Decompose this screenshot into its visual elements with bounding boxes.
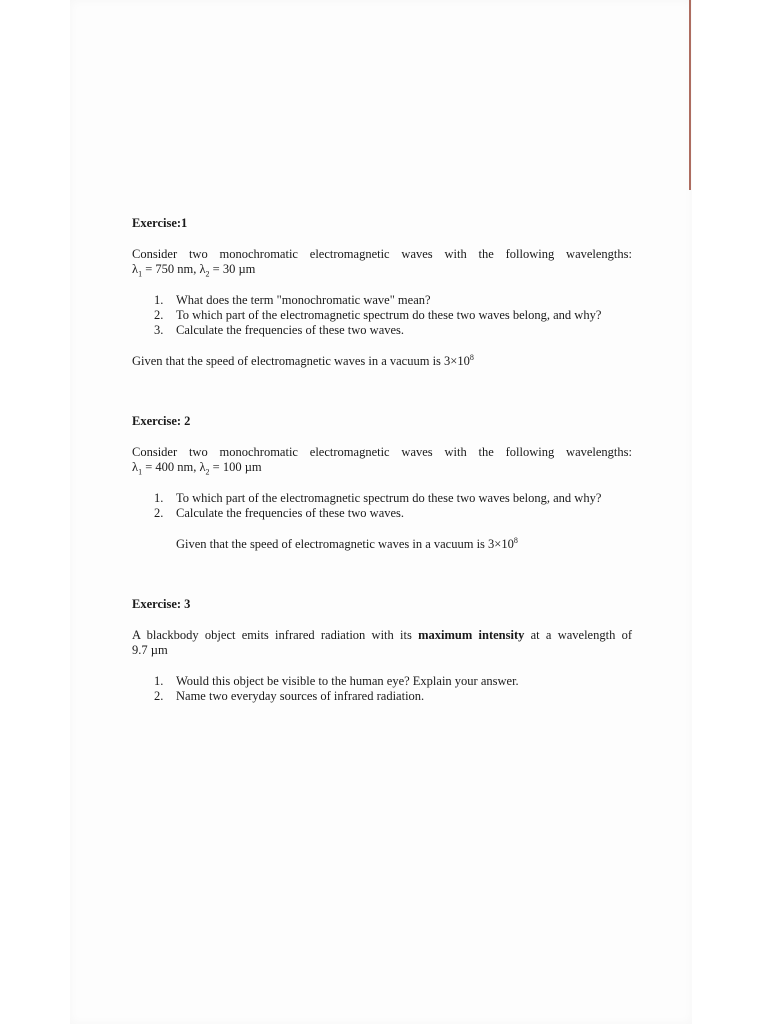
lambda-symbol: λ — [199, 262, 206, 276]
exercise-2 — [132, 414, 632, 552]
exercise-2-wavelengths: $\lambda_1 = 400$ nm, $\lambda_2 = 100$ µm — [132, 460, 262, 477]
exercise-3-wavelength: 9.7 µm — [132, 643, 168, 657]
document-body — [132, 216, 632, 704]
exercise-1-questions — [132, 293, 632, 338]
lambda-symbol: λ — [132, 262, 139, 276]
scan-edge-line — [689, 0, 691, 190]
list-item: 3. Calculate the frequencies of these two waves. — [154, 323, 405, 337]
lambda2-value: = 30 µm — [212, 262, 256, 276]
lambda1-value: = 400 nm, — [145, 460, 200, 474]
exercise-2-questions — [132, 491, 632, 521]
exercise-3-statement: A blackbody object emits infrared radiation with its maximum intensity at a wavelength of — [132, 628, 632, 642]
exercise-2-statement: Consider two monochromatic electromagnetic waves with the following wavelengths: — [132, 445, 632, 459]
exercise-2-heading: Exercise: 2 — [132, 414, 191, 428]
list-item: 2. Name two everyday sources of infrared radiation. — [154, 689, 425, 703]
exercise-3 — [132, 597, 632, 704]
lambda2-value: = 100 µm — [212, 460, 262, 474]
exercise-3-questions — [132, 674, 632, 704]
list-item: 1. Would this object be visible to the human eye? Explain your answer. — [154, 674, 519, 688]
exercise-1-note: Given that the speed of electromagnetic waves in a vacuum is $3\times 10^8$ — [132, 352, 474, 368]
exercise-3-heading: Exercise: 3 — [132, 597, 191, 611]
lambda1-value: = 750 nm, — [145, 262, 200, 276]
exercise-1-wavelengths: $\lambda_1 = 750$ nm, $\lambda_2 = 30$ µm — [132, 262, 256, 279]
list-item: 1. To which part of the electromagnetic spectrum do these two waves belong, and why? — [154, 491, 602, 505]
lambda-symbol: λ — [132, 460, 139, 474]
lambda-symbol: λ — [199, 460, 206, 474]
emphasis-text: maximum intensity — [418, 628, 525, 642]
exercise-1-heading: Exercise:1 — [132, 216, 188, 230]
list-item: 1. What does the term "monochromatic wave" mean? — [154, 293, 431, 307]
exercise-1-statement: Consider two monochromatic electromagnetic waves with the following wavelengths: — [132, 247, 632, 261]
exercise-2-note: Given that the speed of electromagnetic waves in a vacuum is $3\times 10^8$ — [176, 535, 518, 551]
list-item: 2. To which part of the electromagnetic spectrum do these two waves belong, and why? — [154, 308, 602, 322]
exercise-1 — [132, 216, 632, 369]
list-item: 2. Calculate the frequencies of these two waves. — [154, 506, 405, 520]
